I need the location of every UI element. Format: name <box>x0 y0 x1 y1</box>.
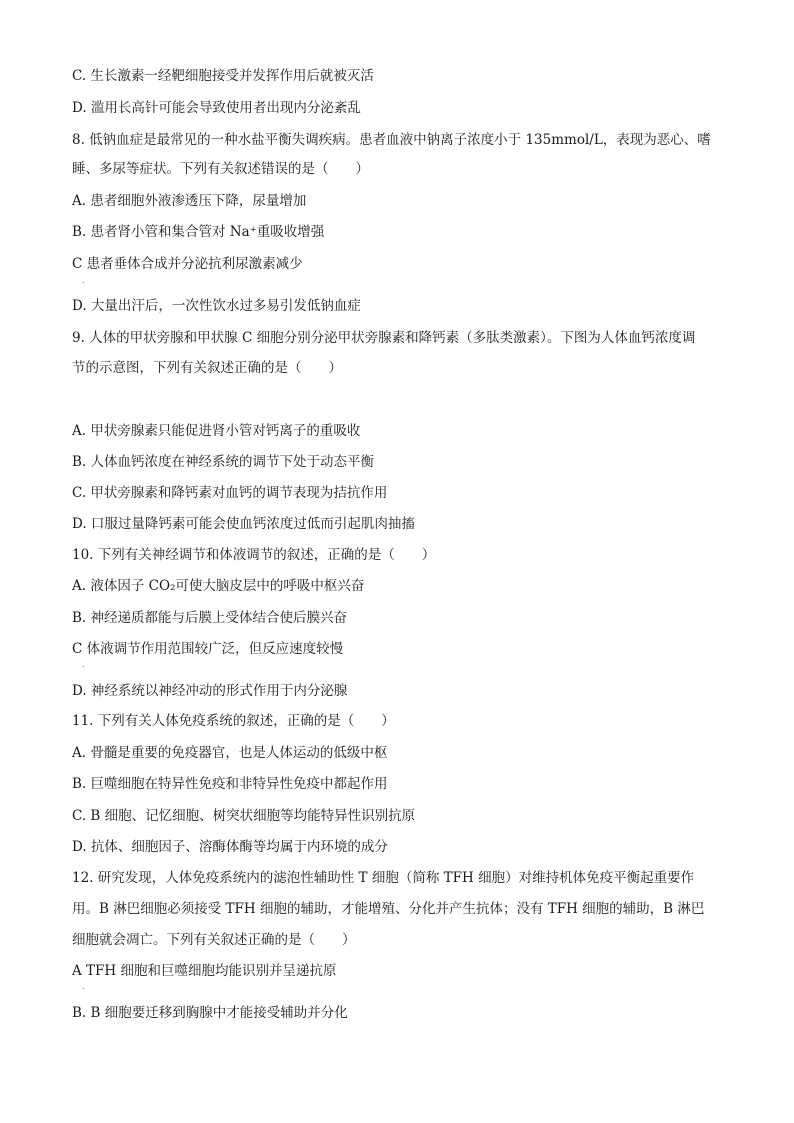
text-line: B. 人体血钙浓度在神经系统的调节下处于动态平衡 <box>72 454 375 470</box>
text-line: 用。B 淋巴细胞必须接受 TFH 细胞的辅助，才能增殖、分化并产生抗体；没有 TFH 细胞的辅助，B 淋巴 <box>72 901 705 917</box>
text-line: D. 大量出汗后，一次性饮水过多易引发低钠血症 <box>72 298 361 314</box>
text-line: C. 甲状旁腺素和降钙素对血钙的调节表现为拮抗作用 <box>72 485 388 501</box>
text-line: A TFH 细胞和巨噬细胞均能识别并呈递抗原 <box>72 963 337 979</box>
stray-dot: . <box>82 982 85 991</box>
text-line: 9. 人体的甲状旁腺和甲状腺 C 细胞分别分泌甲状旁腺素和降钙素（多肽类激素）。下图为人体血钙浓度调 <box>72 330 696 346</box>
text-line: B. 神经递质都能与后膜上受体结合使后膜兴奋 <box>72 610 348 626</box>
text-line: B. 患者肾小管和集合管对 Na⁺重吸收增强 <box>72 224 325 240</box>
text-line: 睡、多尿等症状。下列有关叙述错误的是（ ） <box>72 161 369 177</box>
text-line: C. 生长激素一经靶细胞接受并发挥作用后就被灭活 <box>72 68 374 84</box>
text-line: C 体液调节作用范围较广泛，但反应速度较慢 <box>72 641 344 657</box>
text-line: A. 甲状旁腺素只能促进肾小管对钙离子的重吸收 <box>72 423 361 439</box>
text-line: 8. 低钠血症是最常见的一种水盐平衡失调疾病。患者血液中钠离子浓度小于 135mmol/L，表现为恶心、嗜 <box>72 132 711 148</box>
text-line: A. 液体因子 CO₂可使大脑皮层中的呼吸中枢兴奋 <box>72 578 365 594</box>
text-line: A. 患者细胞外液渗透压下降，尿量增加 <box>72 193 307 209</box>
stray-dot: . <box>82 660 85 669</box>
text-line: A. 骨髓是重要的免疫器官，也是人体运动的低级中枢 <box>72 745 388 761</box>
text-line: D. 神经系统以神经冲动的形式作用于内分泌腺 <box>72 683 348 699</box>
text-line: C. B 细胞、记忆细胞、树突状细胞等均能特异性识别抗原 <box>72 808 416 824</box>
stray-dot: . <box>82 276 85 285</box>
text-line: D. 滥用长高针可能会导致使用者出现内分泌紊乱 <box>72 100 361 116</box>
text-line: D. 口服过量降钙素可能会使血钙浓度过低而引起肌肉抽搐 <box>72 516 415 532</box>
text-line: 11. 下列有关人体免疫系统的叙述，正确的是（ ） <box>72 713 395 729</box>
text-line: 10. 下列有关神经调节和体液调节的叙述，正确的是（ ） <box>72 547 436 563</box>
text-line: C 患者垂体合成并分泌抗利尿激素减少 <box>72 256 303 272</box>
text-line: 节的示意图，下列有关叙述正确的是（ ） <box>72 360 342 376</box>
text-line: B. B 细胞要迁移到胸腺中才能接受辅助并分化 <box>72 1005 348 1021</box>
text-line: 12. 研究发现，人体免疫系统内的滤泡性辅助性 T 细胞（简称 TFH 细胞）对维持机体免疫平衡起重要作 <box>72 870 695 886</box>
text-line: 细胞就会凋亡。下列有关叙述正确的是（ ） <box>72 932 356 948</box>
text-line: D. 抗体、细胞因子、溶酶体酶等均属于内环境的成分 <box>72 839 388 855</box>
text-line: B. 巨噬细胞在特异性免疫和非特异性免疫中都起作用 <box>72 776 388 792</box>
